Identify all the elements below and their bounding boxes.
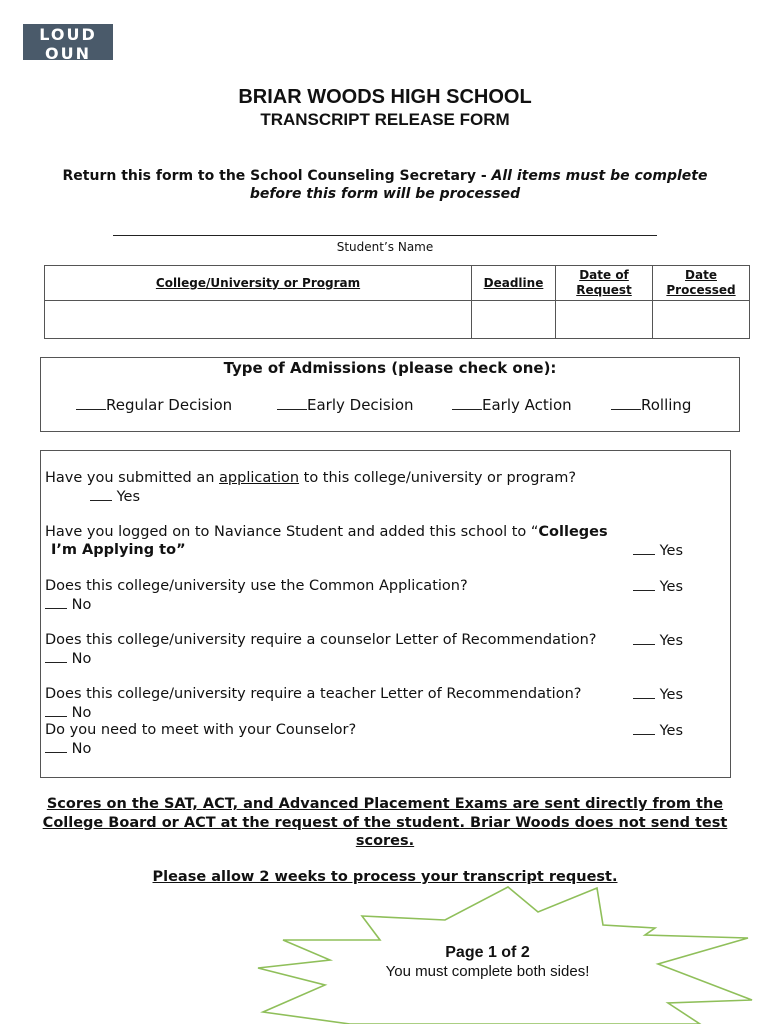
answer-common-app-no[interactable]: No [45,595,91,614]
admissions-title: Type of Admissions (please check one): [223,359,557,377]
question-application: Have you submitted an application to this college/university or program? [45,470,577,486]
answer-meet-counselor-no[interactable]: No [45,739,91,758]
school-name: BRIAR WOODS HIGH SCHOOL [238,86,532,108]
option-label: Rolling [641,396,692,414]
answer-application-yes[interactable]: Yes [90,487,140,506]
question-naviance-cont: I’m Applying to” [51,542,186,558]
student-name-label: Student’s Name [336,240,434,254]
answer-common-app-yes[interactable]: Yes [633,577,683,595]
page-number-label: Page 1 of 2 [445,944,530,961]
question-naviance: Have you logged on to Naviance Student and added this school to “Colleges [45,524,608,540]
question-teacher-lor: Does this college/university require a teacher Letter of Recommendation? [45,686,582,702]
school-district-logo: LOUD OUN [23,24,113,60]
col-deadline-header: Deadline [472,266,556,301]
instructions-lead: Return this form to the School Counseling Secretary - [62,168,492,184]
col-date-request-header: Date of Request [556,266,653,301]
processing-time-note: Please allow 2 weeks to process your transcript request. [152,869,618,885]
option-label: Regular Decision [106,396,233,414]
form-title: TRANSCRIPT RELEASE FORM [260,110,510,129]
application-text: application [219,470,300,486]
answer-counselor-lor-no[interactable]: No [45,649,91,668]
instructions-emphasis: All items must be complete before this form will be processed [249,168,708,202]
option-label: Early Decision [307,396,414,414]
answer-teacher-lor-no[interactable]: No [45,703,91,722]
question-counselor-lor: Does this college/university require a counselor Letter of Recommendation? [45,632,597,648]
answer-meet-counselor-yes[interactable]: Yes [633,721,683,739]
question-meet-counselor: Do you need to meet with your Counselor? [45,722,357,738]
question-common-app: Does this college/university use the Common Application? [45,578,468,594]
test-scores-note: Scores on the SAT, ACT, and Advanced Placement Exams are sent directly from the College Board or ACT at the request of the student. Briar Woods does not send test scores. [42,796,728,849]
option-label: Early Action [482,396,572,414]
col-date-processed-header: Date Processed [653,266,750,301]
answer-naviance-yes[interactable]: Yes [633,541,683,559]
answer-teacher-lor-yes[interactable]: Yes [633,685,683,703]
answer-counselor-lor-yes[interactable]: Yes [633,631,683,649]
complete-both-sides-text: You must complete both sides! [385,963,590,980]
col-college-header: College/University or Program [45,266,472,301]
